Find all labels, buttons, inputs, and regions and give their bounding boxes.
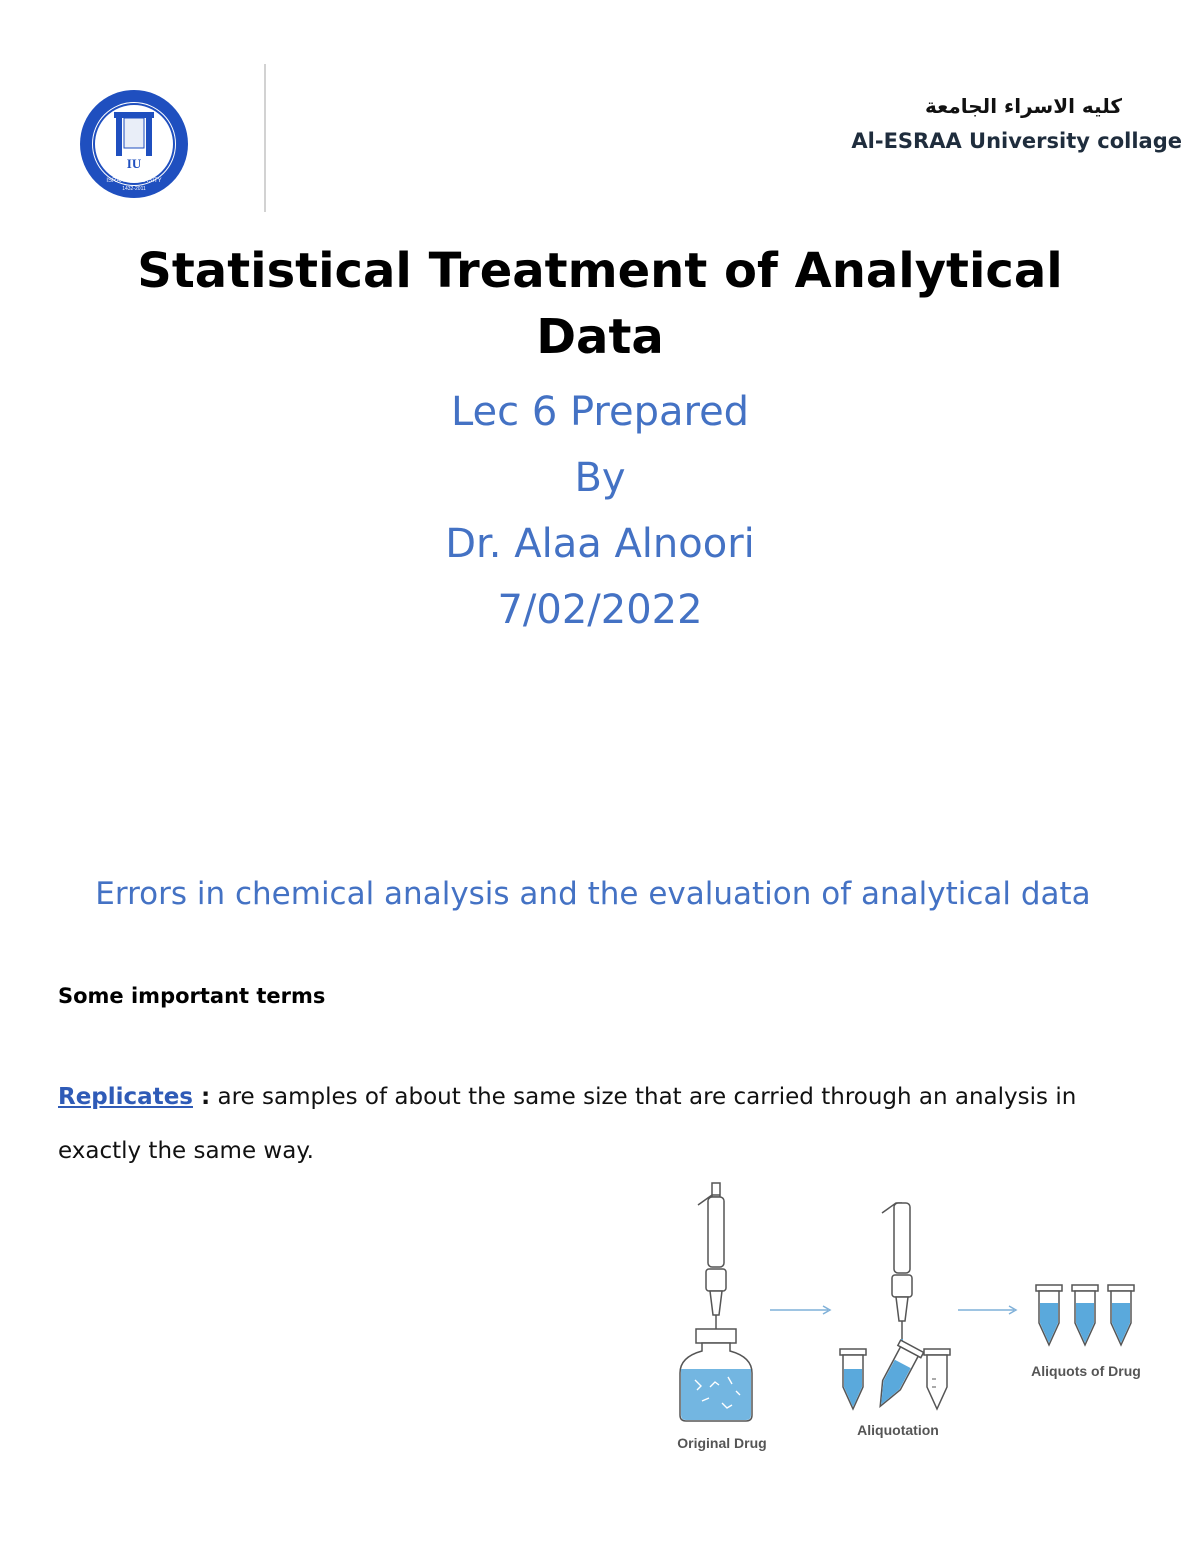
university-seal-icon <box>76 82 192 206</box>
term-link-replicates[interactable]: Replicates <box>58 1084 193 1110</box>
test-tube-icon <box>1108 1285 1134 1345</box>
arrow-icon <box>770 1306 830 1314</box>
definition-text: are samples of about the same size that are carried through an analysis in exactly the same way. <box>58 1084 1077 1164</box>
definition-paragraph <box>58 1070 1138 1178</box>
test-tube-icon <box>924 1349 950 1409</box>
test-tube-icon <box>840 1349 866 1409</box>
header-divider <box>264 64 266 212</box>
seal-text: ISRAA UNIVERSITY <box>106 178 162 184</box>
seal-year: 1432-2011 <box>122 186 146 192</box>
test-tube-icon <box>869 1340 924 1412</box>
lecture-line: Lec 6 Prepared <box>450 389 750 435</box>
vial-icon <box>680 1329 752 1421</box>
terms-heading: Some important terms <box>58 984 326 1008</box>
seal-monogram: IU <box>126 156 142 171</box>
lecture-date: 7/02/2022 <box>497 587 703 633</box>
arrow-icon <box>958 1306 1016 1314</box>
author-name: Dr. Alaa Alnoori <box>445 521 755 567</box>
pipette-icon <box>698 1183 726 1347</box>
pipette-icon <box>882 1203 912 1355</box>
test-tube-icon <box>1072 1285 1098 1345</box>
term-separator: : <box>192 1084 211 1110</box>
label-aliquotation: Aliquotation <box>857 1422 939 1438</box>
institution-name-arabic: كليه الاسراء الجامعة <box>924 94 1122 118</box>
label-aliquots-of-drug: Aliquots of Drug <box>1031 1363 1141 1379</box>
document-title: Statistical Treatment of Analytical Data <box>137 243 1063 365</box>
institution-name-english: Al-ESRAA University collage <box>851 129 1182 153</box>
by-line: By <box>574 455 626 501</box>
test-tube-icon <box>1036 1285 1062 1345</box>
aliquotation-figure <box>640 1165 1160 1470</box>
section-heading: Errors in chemical analysis and the evaluation of analytical data <box>95 876 1091 912</box>
label-original-drug: Original Drug <box>677 1435 767 1451</box>
